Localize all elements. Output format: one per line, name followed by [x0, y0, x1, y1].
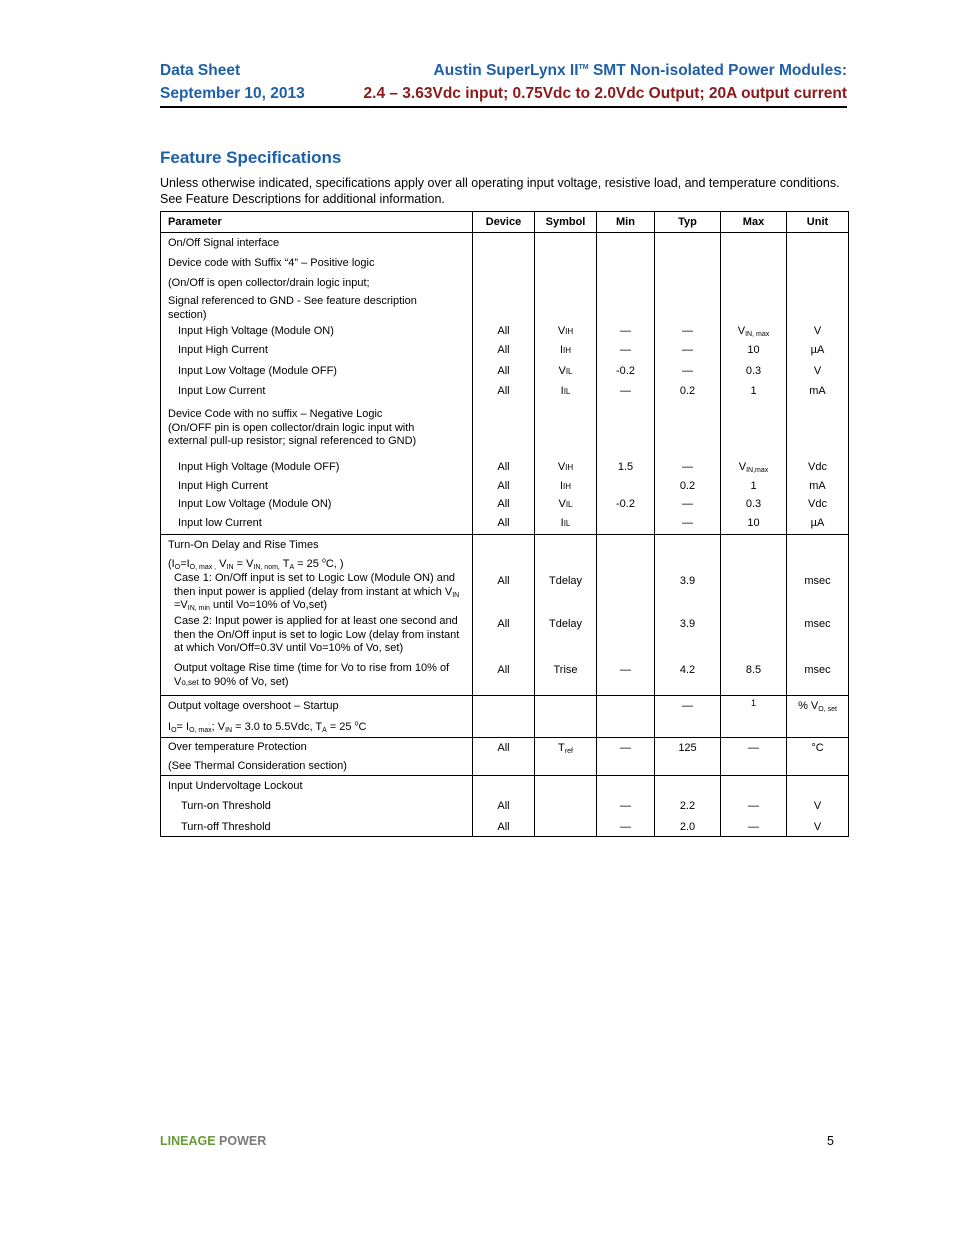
- table-row: [161, 535, 849, 696]
- min-value: —: [620, 664, 631, 676]
- min-value: [597, 514, 654, 534]
- symbol-value: VIH: [557, 325, 574, 337]
- table-row: [161, 776, 849, 837]
- device-value: All: [497, 385, 510, 397]
- unit-cell: [787, 776, 849, 837]
- typ-value: —: [682, 461, 693, 473]
- symbol-value: IIH: [559, 344, 572, 356]
- min-cell: [597, 776, 655, 837]
- typ-value: 4.2: [679, 664, 696, 676]
- typ-value: 0.2: [679, 480, 696, 492]
- min-cell: [597, 535, 655, 696]
- max-value: 10: [747, 344, 760, 356]
- device-cell: [473, 738, 535, 776]
- min-value: -0.2: [616, 498, 635, 510]
- table-row: [161, 233, 849, 535]
- param-line: (On/OFF pin is open collector/drain logic input with: [168, 421, 415, 434]
- unit-value: msec: [804, 618, 831, 630]
- max-value: 1: [750, 385, 757, 397]
- unit-value: µA: [810, 517, 825, 529]
- product-prefix: Austin SuperLynx II: [433, 62, 579, 79]
- unit-value: V: [813, 365, 822, 377]
- symbol-cell: [535, 738, 597, 776]
- device-value: All: [497, 800, 510, 812]
- page-number: 5: [827, 1134, 834, 1148]
- symbol-cell: [535, 696, 597, 738]
- device-value: All: [497, 575, 510, 587]
- unit-value: mA: [809, 480, 826, 492]
- header-typ: Typ: [655, 212, 721, 233]
- unit-value: µA: [810, 344, 825, 356]
- symbol-cell: [535, 233, 597, 535]
- max-cell: [721, 696, 787, 738]
- device-value: All: [497, 344, 510, 356]
- max-value: 8.5: [745, 664, 762, 676]
- max-value: —: [748, 800, 759, 812]
- device-value: All: [497, 480, 510, 492]
- unit-value: °C: [811, 742, 824, 754]
- header-min: Min: [597, 212, 655, 233]
- max-cell: [721, 535, 787, 696]
- param-line: Device Code with no suffix – Negative Logic: [168, 408, 383, 420]
- min-value: —: [620, 344, 631, 356]
- symbol-cell: [535, 535, 597, 696]
- symbol-value: IIL: [560, 385, 571, 397]
- typ-cell: [655, 233, 721, 535]
- min-cell: [597, 233, 655, 535]
- param-block: [161, 408, 472, 458]
- device-cell: [473, 535, 535, 696]
- header-symbol: Symbol: [535, 212, 597, 233]
- max-value: 1: [750, 698, 756, 708]
- param-line: Over temperature Protection: [168, 741, 307, 753]
- unit-value: V: [813, 800, 822, 812]
- product-title: [434, 62, 847, 80]
- device-value: All: [497, 461, 510, 473]
- max-value: 0.3: [745, 498, 762, 510]
- param-cell: [161, 776, 473, 837]
- min-value: —: [620, 325, 631, 337]
- device-value: All: [497, 618, 510, 630]
- spec-table: [160, 211, 849, 837]
- device-value: All: [497, 498, 510, 510]
- device-cell: [473, 233, 535, 535]
- typ-value: —: [682, 365, 693, 377]
- typ-value: 0.2: [679, 385, 696, 397]
- unit-value: % $V_{O, set}$: [798, 700, 837, 713]
- param-line: Input Low Voltage (Module ON): [178, 498, 332, 510]
- symbol-value: $T_{ref}$: [558, 742, 573, 755]
- symbol-value: VIL: [558, 498, 573, 510]
- min-cell: [597, 738, 655, 776]
- max-value: —: [748, 742, 759, 754]
- max-value: $V_{IN, max}$: [737, 325, 770, 338]
- max-value: 1: [750, 480, 757, 492]
- param-line: Output voltage Rise time (time for Vo to rise from 10% of Vo,set to 90% of Vo, set): [174, 662, 450, 688]
- param-line: Input High Voltage (Module OFF): [178, 461, 340, 473]
- param-line: Input low Current: [178, 517, 262, 529]
- param-line: Input Low Voltage (Module OFF): [178, 365, 337, 377]
- table-row: [161, 738, 849, 776]
- unit-value: Vdc: [808, 498, 827, 510]
- typ-value: 2.2: [679, 800, 696, 812]
- min-value: —: [620, 821, 631, 833]
- typ-value: 3.9: [679, 618, 696, 630]
- typ-cell: [655, 776, 721, 837]
- product-subtitle: 2.4 – 3.63Vdc input; 0.75Vdc to 2.0Vdc Output; 20A output current: [363, 85, 847, 102]
- min-value: —: [620, 800, 631, 812]
- symbol-cell: [535, 776, 597, 837]
- unit-cell: [787, 233, 849, 535]
- typ-cell: [655, 696, 721, 738]
- header-date: September 10, 2013: [160, 85, 305, 102]
- param-cell: [161, 535, 473, 696]
- header-max: Max: [721, 212, 787, 233]
- param-line: Case 1: On/Off input is set to Logic Low (Module ON) and then input power is applied (delay from instant at which $V_{IN} =V_{IN, min}$ until Vo=10% of Vo,set): [174, 572, 460, 612]
- typ-cell: [655, 535, 721, 696]
- unit-value: V: [813, 821, 822, 833]
- device-value: All: [497, 325, 510, 337]
- unit-cell: [787, 738, 849, 776]
- param-line: (See Thermal Consideration section): [168, 760, 347, 772]
- symbol-value: IIH: [559, 480, 572, 492]
- param-line: $I_O= I_{O, max}$; $V_{IN} = 3.0$ to 5.5Vdc, $T_A = 25$ $^o$C: [168, 720, 367, 734]
- min-cell: [597, 696, 655, 738]
- device-cell: [473, 776, 535, 837]
- symbol-value: VIH: [557, 461, 574, 473]
- unit-value: Vdc: [808, 461, 827, 473]
- unit-cell: [787, 696, 849, 738]
- typ-value: —: [682, 344, 693, 356]
- table-header-row: [161, 212, 849, 233]
- max-cell: [721, 738, 787, 776]
- typ-value: —: [682, 498, 693, 510]
- param-line: Input Undervoltage Lockout: [168, 780, 303, 792]
- param-line: external pull-up resistor; signal referenced to GND): [168, 435, 417, 447]
- param-cell: [161, 233, 473, 535]
- footer-brand: [160, 1134, 266, 1148]
- param-line: Input Low Current: [178, 385, 266, 397]
- param-line: Signal referenced to GND - See feature description section): [168, 295, 417, 321]
- unit-value: msec: [804, 575, 831, 587]
- min-value: [597, 477, 654, 495]
- param-line: Input High Current: [178, 344, 268, 356]
- min-value: 1.5: [617, 461, 634, 473]
- max-value: 0.3: [745, 365, 762, 377]
- param-line: (On/Off is open collector/drain logic input;: [168, 277, 370, 289]
- typ-value: —: [682, 700, 693, 712]
- unit-value: V: [813, 325, 822, 337]
- min-value: -0.2: [616, 365, 635, 377]
- doc-type: Data Sheet: [160, 62, 241, 79]
- intro-text: Unless otherwise indicated, specifications apply over all operating input voltage, resistive load, and temperature conditions. See Feature Descriptions for additional information.: [160, 176, 840, 206]
- symbol-value: Tdelay: [548, 618, 583, 630]
- device-value: All: [497, 742, 510, 754]
- param-line: Device code with Suffix “4” – Positive logic: [168, 257, 375, 269]
- param-line: On/Off Signal interface: [168, 237, 280, 249]
- min-value: —: [620, 385, 631, 397]
- device-cell: [473, 696, 535, 738]
- max-value: —: [748, 821, 759, 833]
- param-cell: [161, 696, 473, 738]
- param-line: Turn-On Delay and Rise Times: [168, 539, 319, 551]
- trademark: TM: [578, 63, 589, 71]
- param-line: Input High Voltage (Module ON): [178, 325, 334, 337]
- unit-value: mA: [809, 385, 826, 397]
- header-device: Device: [473, 212, 535, 233]
- typ-cell: [655, 738, 721, 776]
- header-parameter: Parameter: [161, 212, 473, 233]
- param-line: ($I_O=I_{O, max ,}$ $V_{IN} = V_{IN, nom,}$ $T_A = 25$ $^o$C, ): [168, 557, 344, 571]
- typ-value: 2.0: [679, 821, 696, 833]
- unit-value: msec: [804, 664, 831, 676]
- symbol-value: Trise: [553, 664, 578, 676]
- param-line: Turn-on Threshold: [181, 800, 271, 812]
- symbol-value: VIL: [558, 365, 573, 377]
- max-cell: [721, 776, 787, 837]
- param-line: Input High Current: [178, 480, 268, 492]
- max-cell: [721, 233, 787, 535]
- typ-value: 3.9: [679, 575, 696, 587]
- brand-lineage: LINEAGE: [160, 1134, 216, 1148]
- unit-cell: [787, 535, 849, 696]
- symbol-value: Tdelay: [548, 575, 583, 587]
- param-line: Turn-off Threshold: [181, 821, 271, 833]
- max-value: 10: [747, 517, 760, 529]
- device-value: All: [497, 365, 510, 377]
- symbol-value: IIL: [560, 517, 571, 529]
- header-rule: [160, 106, 847, 108]
- param-cell: [161, 738, 473, 776]
- typ-value: —: [682, 325, 693, 337]
- typ-value: 125: [678, 742, 697, 754]
- max-value: $V_{IN,max}$: [738, 461, 769, 474]
- device-value: All: [497, 517, 510, 529]
- min-value: —: [620, 742, 631, 754]
- product-suffix: SMT Non-isolated Power Modules:: [588, 62, 847, 79]
- header-unit: Unit: [787, 212, 849, 233]
- table-row: [161, 696, 849, 738]
- param-line: Case 2: Input power is applied for at least one second and then the On/Off input is set to logic Low (delay from instant at which Von/Off=0.3V until Vo=10% of Vo, set): [174, 615, 460, 654]
- device-value: All: [497, 664, 510, 676]
- device-value: All: [497, 821, 510, 833]
- param-line: Output voltage overshoot – Startup: [168, 700, 339, 712]
- section-title: Feature Specifications: [160, 148, 342, 167]
- brand-power: POWER: [215, 1134, 267, 1148]
- typ-value: —: [682, 517, 693, 529]
